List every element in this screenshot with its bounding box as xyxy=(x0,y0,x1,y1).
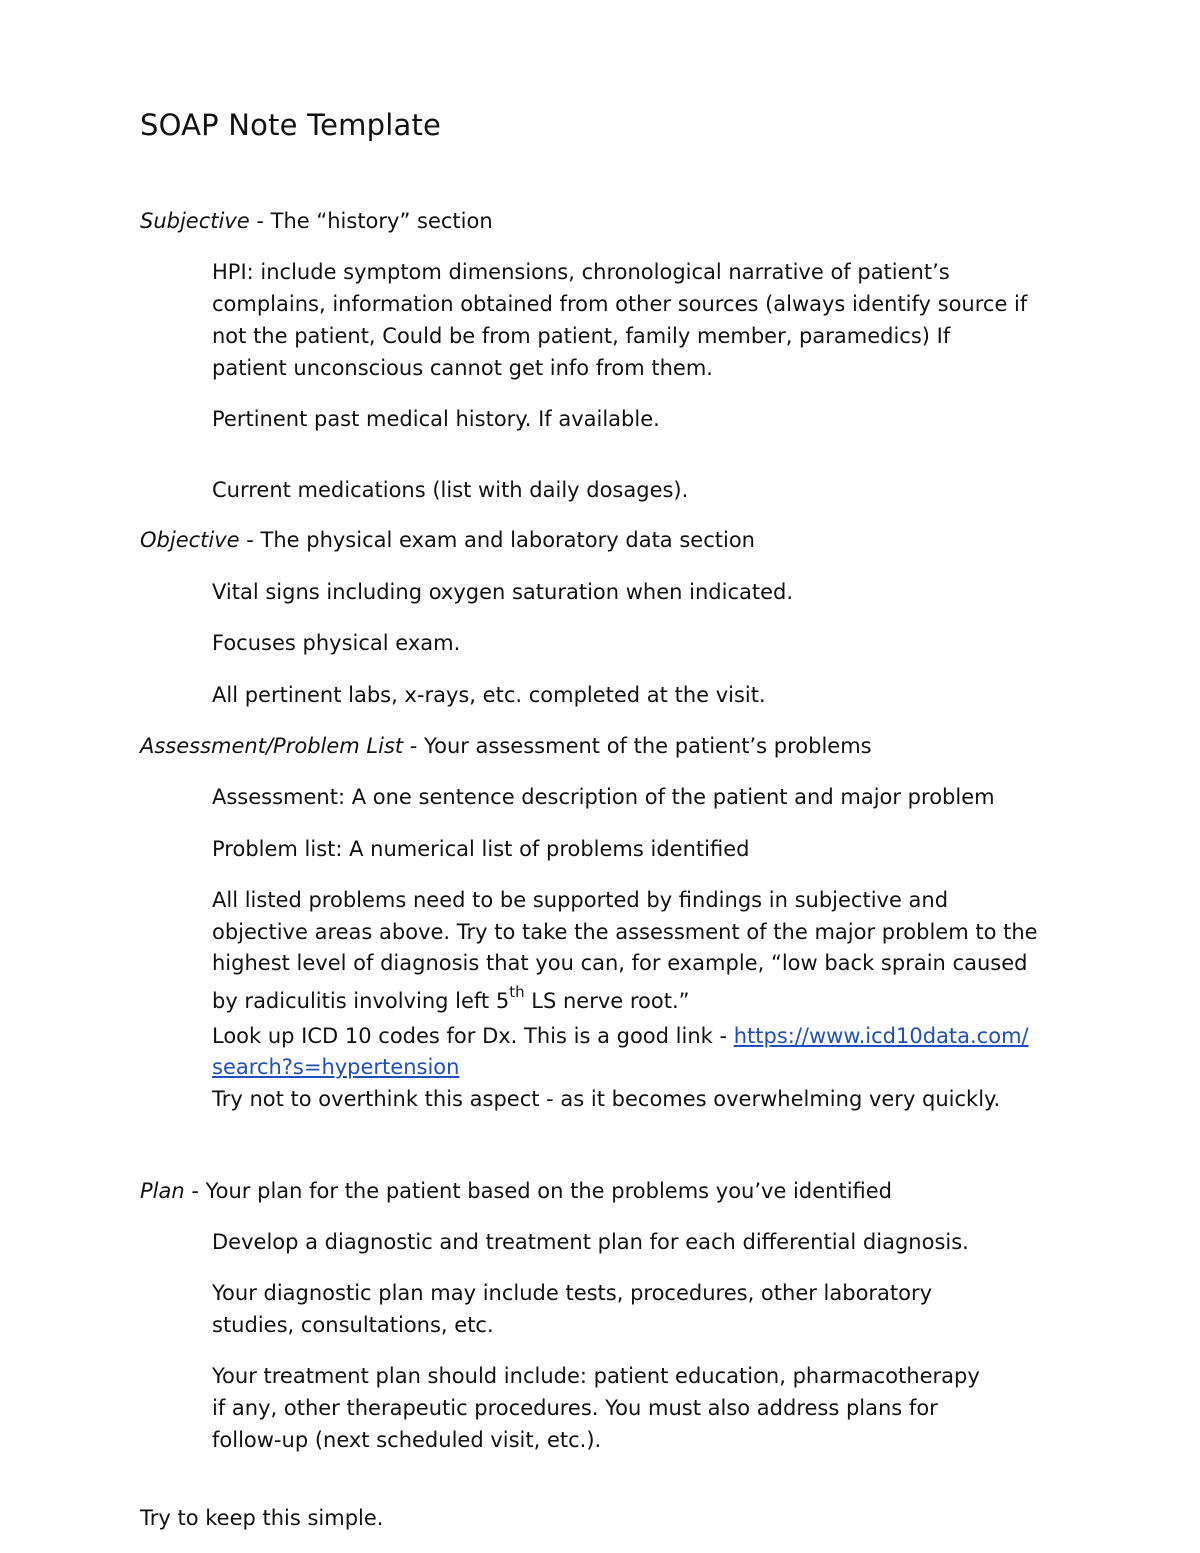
hpi-line: complains, information obtained from other sources (always identify source if xyxy=(212,292,1028,316)
plan-heading-line xyxy=(140,1175,892,1207)
plan-develop-item: Develop a diagnostic and treatment plan for each differential diagnosis. xyxy=(212,1230,969,1254)
plan-heading: Plan xyxy=(140,1179,185,1203)
assessment-heading: Assessment/Problem List xyxy=(140,734,404,758)
hpi-line: not the patient, Could be from patient, family member, paramedics) If xyxy=(212,324,951,348)
plan-description: - Your plan for the patient based on the problems you’ve identified xyxy=(184,1179,893,1203)
objective-description: - The physical exam and laboratory data section xyxy=(239,528,755,552)
support-line: highest level of diagnosis that you can, for example, “low back sprain caused xyxy=(212,951,1028,975)
icd10-link[interactable]: https://www.icd10data.com/ xyxy=(733,1024,1029,1048)
example-text-end: LS nerve root.” xyxy=(524,989,690,1013)
assessment-item: Assessment: A one sentence description of the patient and major problem xyxy=(212,785,995,809)
subjective-heading: Subjective xyxy=(140,209,250,233)
support-line: objective areas above. Try to take the assessment of the major problem to the xyxy=(212,920,1038,944)
subjective-heading-line xyxy=(140,205,493,237)
ordinal-suffix: th xyxy=(509,983,525,1001)
diagnostic-plan-line: Your diagnostic plan may include tests, procedures, other laboratory xyxy=(212,1281,933,1305)
objective-heading-line xyxy=(140,524,755,556)
example-line xyxy=(212,985,690,1017)
diagnostic-plan-line: studies, consultations, etc. xyxy=(212,1313,494,1337)
support-line: All listed problems need to be supported by findings in subjective and xyxy=(212,888,949,912)
overthink-line: Try not to overthink this aspect - as it becomes overwhelming very quickly. xyxy=(212,1087,1001,1111)
current-medications-item: Current medications (list with daily dosages). xyxy=(212,478,689,502)
treatment-plan-line: Your treatment plan should include: patient education, pharmacotherapy xyxy=(212,1364,980,1388)
past-medical-history-item: Pertinent past medical history. If available. xyxy=(212,407,660,431)
example-text: by radiculitis involving left 5 xyxy=(212,989,510,1013)
objective-item: Focuses physical exam. xyxy=(212,631,461,655)
closing-note: Try to keep this simple. xyxy=(140,1506,384,1530)
hpi-line: HPI: include symptom dimensions, chronological narrative of patient’s xyxy=(212,260,950,284)
subjective-description: - The “history” section xyxy=(249,209,493,233)
icd-text: Look up ICD 10 codes for Dx. This is a good link - xyxy=(212,1024,734,1048)
objective-item: All pertinent labs, x-rays, etc. completed at the visit. xyxy=(212,683,766,707)
icd-line xyxy=(212,1020,1029,1052)
icd10-link-continued[interactable]: search?s=hypertension xyxy=(212,1055,460,1079)
objective-item: Vital signs including oxygen saturation when indicated. xyxy=(212,580,794,604)
assessment-heading-line xyxy=(140,730,872,762)
page-title: SOAP Note Template xyxy=(140,108,442,142)
treatment-plan-line: follow-up (next scheduled visit, etc.). xyxy=(212,1428,602,1452)
icd-link-continued-line xyxy=(212,1051,459,1083)
assessment-description: - Your assessment of the patient’s problems xyxy=(403,734,872,758)
treatment-plan-line: if any, other therapeutic procedures. You must also address plans for xyxy=(212,1396,938,1420)
problem-list-item: Problem list: A numerical list of problems identified xyxy=(212,837,750,861)
objective-heading: Objective xyxy=(140,528,240,552)
hpi-line: patient unconscious cannot get info from them. xyxy=(212,356,713,380)
